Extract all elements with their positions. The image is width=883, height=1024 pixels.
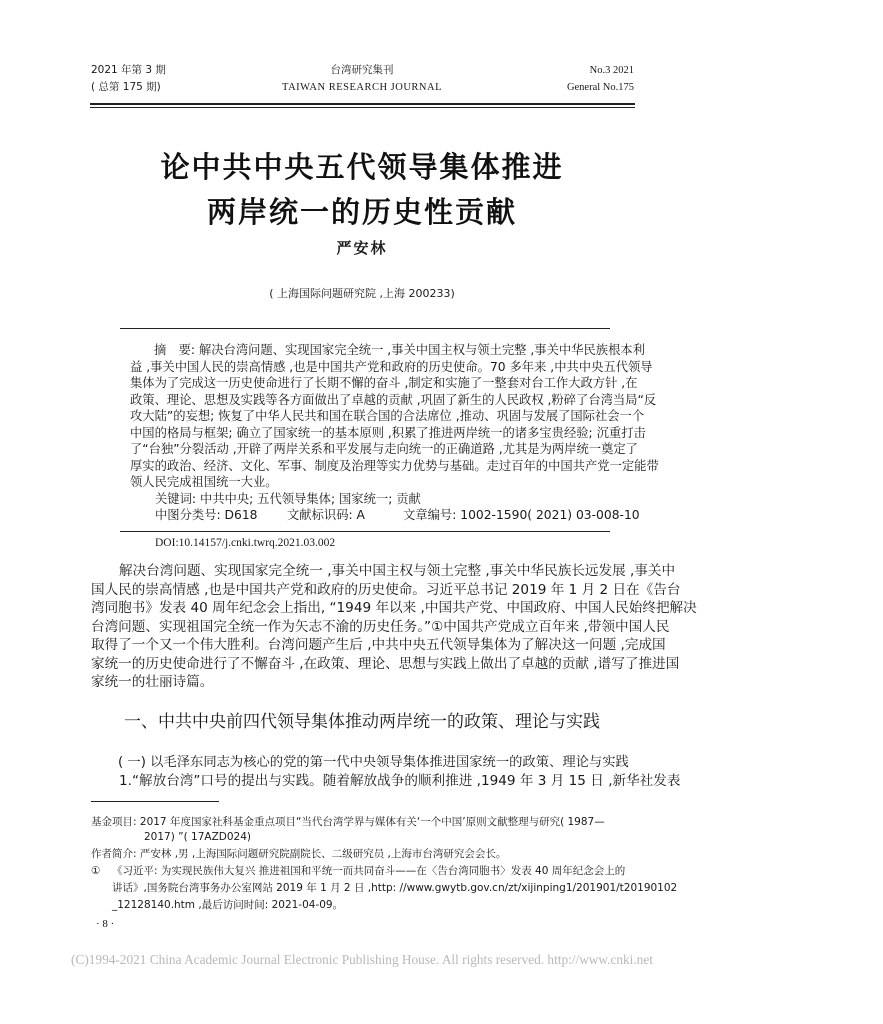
abstract-line: 中国的格局与框架; 确立了国家统一的基本原则 ,积累了推进两岸统一的诸多宝贵经验; 沉重打击: [130, 425, 646, 440]
abstract-line: 领人民完成祖国统一大业。: [130, 475, 278, 489]
document-code: 文献标识码: A: [287, 508, 365, 522]
abstract-rule-top: [120, 328, 610, 329]
journal-name: [212, 62, 512, 96]
issue-number: 2021 年第 3 期: [91, 64, 166, 76]
body-line: 台湾问题、实现祖国完全统一作为矢志不渝的历史任务。”①中国共产党成立百年来 ,带领中国人民: [91, 618, 670, 635]
keywords: 关键词: 中共中央; 五代领导集体; 国家统一; 贡献: [155, 491, 421, 506]
issue-info: [91, 62, 166, 96]
fund-text: 2017 年度国家社科基金重点项目“当代台湾学界与媒体有关‘一个中国’原则文献整理与研究( 1987—: [139, 816, 605, 828]
article-title-line-2: 两岸统一的历史性贡献: [206, 195, 517, 229]
header-rule-top: [90, 103, 635, 105]
author-name: 严安林: [336, 239, 388, 257]
fund-label: 基金项目:: [91, 816, 140, 828]
footnote-rule: [91, 801, 219, 802]
abstract-rule-bottom: [120, 531, 610, 532]
fund-text-cont: 2017) ”( 17AZD024): [144, 831, 251, 843]
body-line: 解决台湾问题、实现国家完全统一 ,事关中国主权与领土完整 ,事关中华民族长远发展 ,事关中: [119, 563, 676, 579]
abstract-line: 摘 要: 解决台湾问题、实现国家完全统一 ,事关中国主权与领土完整 ,事关中华民族根本利: [154, 343, 645, 357]
footnote-text: 《习近平: 为实现民族伟大复兴 推进祖国和平统一而共同奋斗——在〈告台湾同胞书〉发表 40 周年纪念会上的: [112, 865, 626, 877]
abstract-line: 了“台独”分裂活动 ,开辟了两岸关系和平发展与走向统一的正确道路 ,尤其是为两岸统一奠定了: [130, 442, 638, 456]
subsection-heading: ( 一) 以毛泽东同志为核心的党的第一代中央领导集体推进国家统一的政策、理论与实践: [118, 755, 629, 770]
body-line: 1.“解放台湾”口号的提出与实践。随着解放战争的顺利推进 ,1949 年 3 月 15 日 ,新华社发表: [119, 773, 681, 789]
header-rule-bottom: [90, 107, 635, 108]
author-affiliation: ( 上海国际问题研究院 ,上海 200233): [269, 287, 455, 300]
journal-name-cn: 台湾研究集刊: [330, 64, 394, 76]
copyright-watermark: (C)1994-2021 China Academic Journal Electronic Publishing House. All rights reserved. http://www.cnki.net: [71, 952, 653, 967]
issue-number-en: No.3 2021: [589, 65, 634, 76]
footnote-text: 讲话》,国务院台湾事务办公室网站 2019 年 1 月 2 日 ,http: //www.gwytb.gov.cn/zt/xijinping1/201901/t20190102: [112, 882, 678, 894]
body-line: 家统一的壮丽诗篇。: [91, 674, 214, 690]
doi: DOI:10.14157/j.cnki.twrq.2021.03.002: [155, 537, 336, 549]
body-line: 家统一的历史使命进行了不懈奋斗 ,在政策、理论、思想与实践上做出了卓越的贡献 ,谱写了推进国: [91, 655, 680, 672]
page-number: · 8 ·: [96, 918, 115, 930]
section-heading: 一、中共中央前四代领导集体推动两岸统一的政策、理论与实践: [124, 712, 600, 732]
footnote-text: _12128140.htm ,最后访问时间: 2021-04-09。: [112, 899, 344, 911]
abstract-line: 集体为了完成这一历史使命进行了长期不懈的奋斗 ,制定和实施了一整套对台工作大政方针 ,在: [130, 376, 638, 390]
issue-info-en: [567, 62, 634, 96]
body-line: 国人民的崇高情感 ,也是中国共产党和政府的历史使命。习近平总书记 2019 年 1 月 2 日在《告台: [91, 581, 681, 598]
body-line: 取得了一个又一个伟大胜利。台湾问题产生后 ,中共中央五代领导集体为了解决这一问题 ,完成国: [91, 637, 666, 653]
article-number: 文章编号: 1002-1590( 2021) 03-008-10: [403, 508, 640, 522]
footnote-marker: ①: [91, 865, 101, 877]
abstract-line: 政策、理论、思想及实践等各方面做出了卓越的贡献 ,巩固了新生的人民政权 ,粉碎了台湾当局“反: [130, 392, 657, 407]
clc-number: 中图分类号: D618: [155, 508, 258, 522]
fund-info: [91, 815, 605, 830]
abstract-line: 厚实的政治、经济、文化、军事、制度及治理等实力优势与基础。走过百年的中国共产党一定能带: [130, 458, 659, 473]
total-issue-number: ( 总第 175 期): [91, 81, 161, 93]
abstract-line: 攻大陆”的妄想; 恢复了中华人民共和国在联合国的合法席位 ,推动、巩固与发展了国际社会一个: [130, 409, 645, 423]
abstract-line: 益 ,事关中国人民的崇高情感 ,也是中国共产党和政府的历史使命。70 多年来 ,中共中央五代领导: [130, 359, 653, 374]
article-title-line-1: 论中共中央五代领导集体推进: [160, 150, 564, 184]
journal-name-en: TAIWAN RESEARCH JOURNAL: [282, 82, 442, 93]
general-number-en: General No.175: [566, 82, 634, 93]
author-intro: 作者简介: 严安林 ,男 ,上海国际问题研究院副院长、二级研究员 ,上海市台湾研究会会长。: [91, 848, 507, 860]
body-line: 湾同胞书》发表 40 周年纪念会上指出, “1949 年以来 ,中国共产党、中国政府、中国人民始终把解决: [91, 600, 697, 616]
